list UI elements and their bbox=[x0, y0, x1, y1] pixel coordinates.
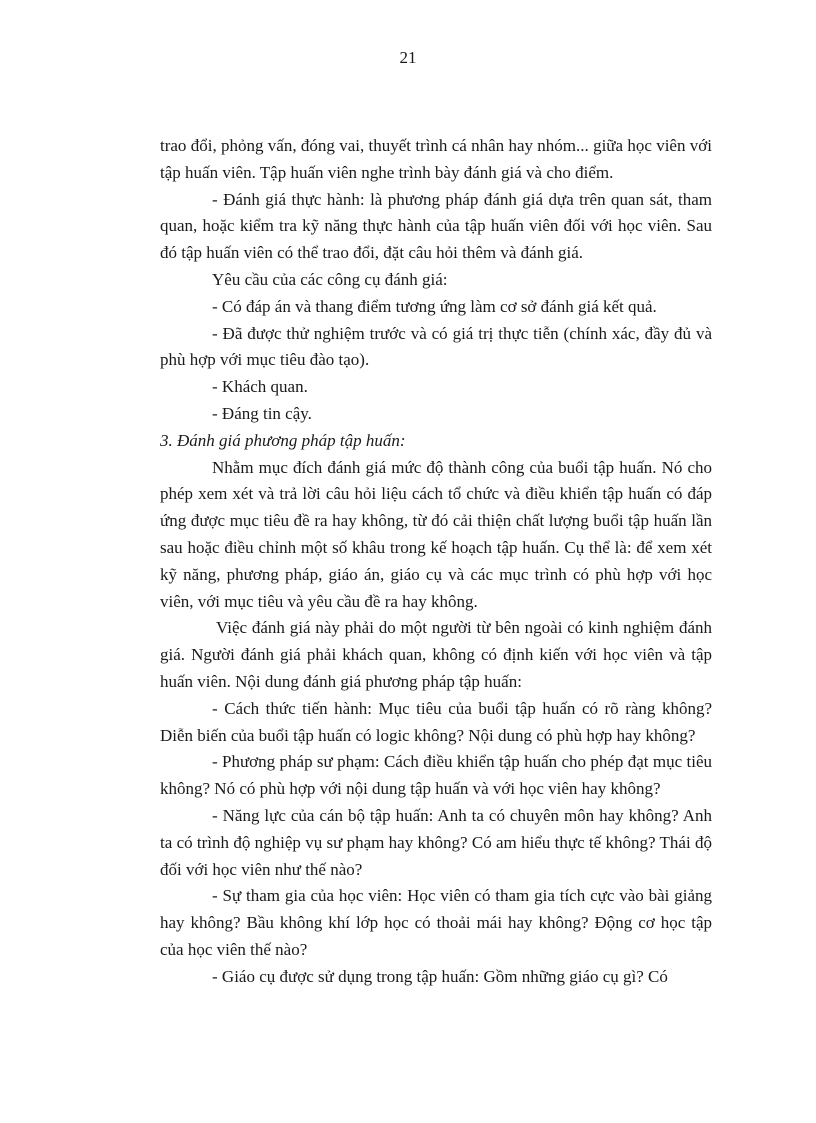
list-item-teaching-aids: - Giáo cụ được sử dụng trong tập huấn: Gồm những giáo cụ gì? Có bbox=[212, 966, 668, 986]
paragraph-evaluator: Việc đánh giá này phải do một người từ bên ngoài có kinh nghiệm đánh giá. Người đánh giá phải khách quan, không có định kiến với học viên và tập huấn viên. Nội dung đánh giá phương pháp tập huấn: bbox=[160, 618, 712, 691]
paragraph-tool-requirements: Yêu cầu của các công cụ đánh giá: bbox=[212, 269, 448, 289]
page-number: 21 bbox=[399, 48, 417, 67]
list-item-tested: - Đã được thử nghiệm trước và có giá trị thực tiễn (chính xác, đầy đủ và phù hợp với mục tiêu đào tạo). bbox=[160, 323, 712, 370]
paragraph-continuation: trao đổi, phỏng vấn, đóng vai, thuyết trình cá nhân hay nhóm... giữa học viên với tập huấn viên. Tập huấn viên nghe trình bày đánh giá và cho điểm. bbox=[160, 136, 712, 182]
paragraph-purpose: Nhằm mục đích đánh giá mức độ thành công của buổi tập huấn. Nó cho phép xem xét và trả lời câu hỏi liệu cách tổ chức và điều khiển tập huấn có đáp ứng được mục tiêu đề ra hay không, từ đó cải thiện chất lượng buổi tập huấn lần sau hoặc điều chỉnh một số khâu trong kế hoạch tập huấn. Cụ thể là: để xem xét kỹ năng, phương pháp, giáo án, giáo cụ và các mục trình có phù hợp với học viên, với mục tiêu và yêu cầu đề ra hay không. bbox=[160, 457, 712, 611]
document-body bbox=[160, 133, 712, 991]
list-item-participation: - Sự tham gia của học viên: Học viên có tham gia tích cực vào bài giảng hay không? Bầu không khí lớp học có thoải mái hay không? Động cơ học tập của học viên thế nào? bbox=[160, 886, 712, 959]
list-item-reliable: - Đáng tin cậy. bbox=[212, 403, 312, 423]
list-item-trainer-capacity: - Năng lực của cán bộ tập huấn: Anh ta có chuyên môn hay không? Anh ta có trình độ nghiệp vụ sư phạm hay không? Có am hiểu thực tế không? Thái độ đối với học viên như thế nào? bbox=[160, 805, 712, 879]
list-item-method: - Cách thức tiến hành: Mục tiêu của buổi tập huấn có rõ ràng không? Diễn biến của buổi tập huấn có logic không? Nội dung có phù hợp hay không? bbox=[160, 698, 712, 745]
paragraph-practical-assessment: - Đánh giá thực hành: là phương pháp đánh giá dựa trên quan sát, tham quan, hoặc kiểm tra kỹ năng thực hành của tập huấn viên đối với học viên. Sau đó tập huấn viên có thể trao đổi, đặt câu hỏi thêm và đánh giá. bbox=[160, 189, 712, 263]
list-item-answer-key: - Có đáp án và thang điểm tương ứng làm cơ sở đánh giá kết quả. bbox=[212, 296, 657, 316]
list-item-pedagogy: - Phương pháp sư phạm: Cách điều khiển tập huấn cho phép đạt mục tiêu không? Nó có phù hợp với nội dung tập huấn và với học viên hay không? bbox=[160, 752, 712, 799]
section-heading: 3. Đánh giá phương pháp tập huấn: bbox=[160, 430, 406, 450]
list-item-objective: - Khách quan. bbox=[212, 377, 308, 397]
